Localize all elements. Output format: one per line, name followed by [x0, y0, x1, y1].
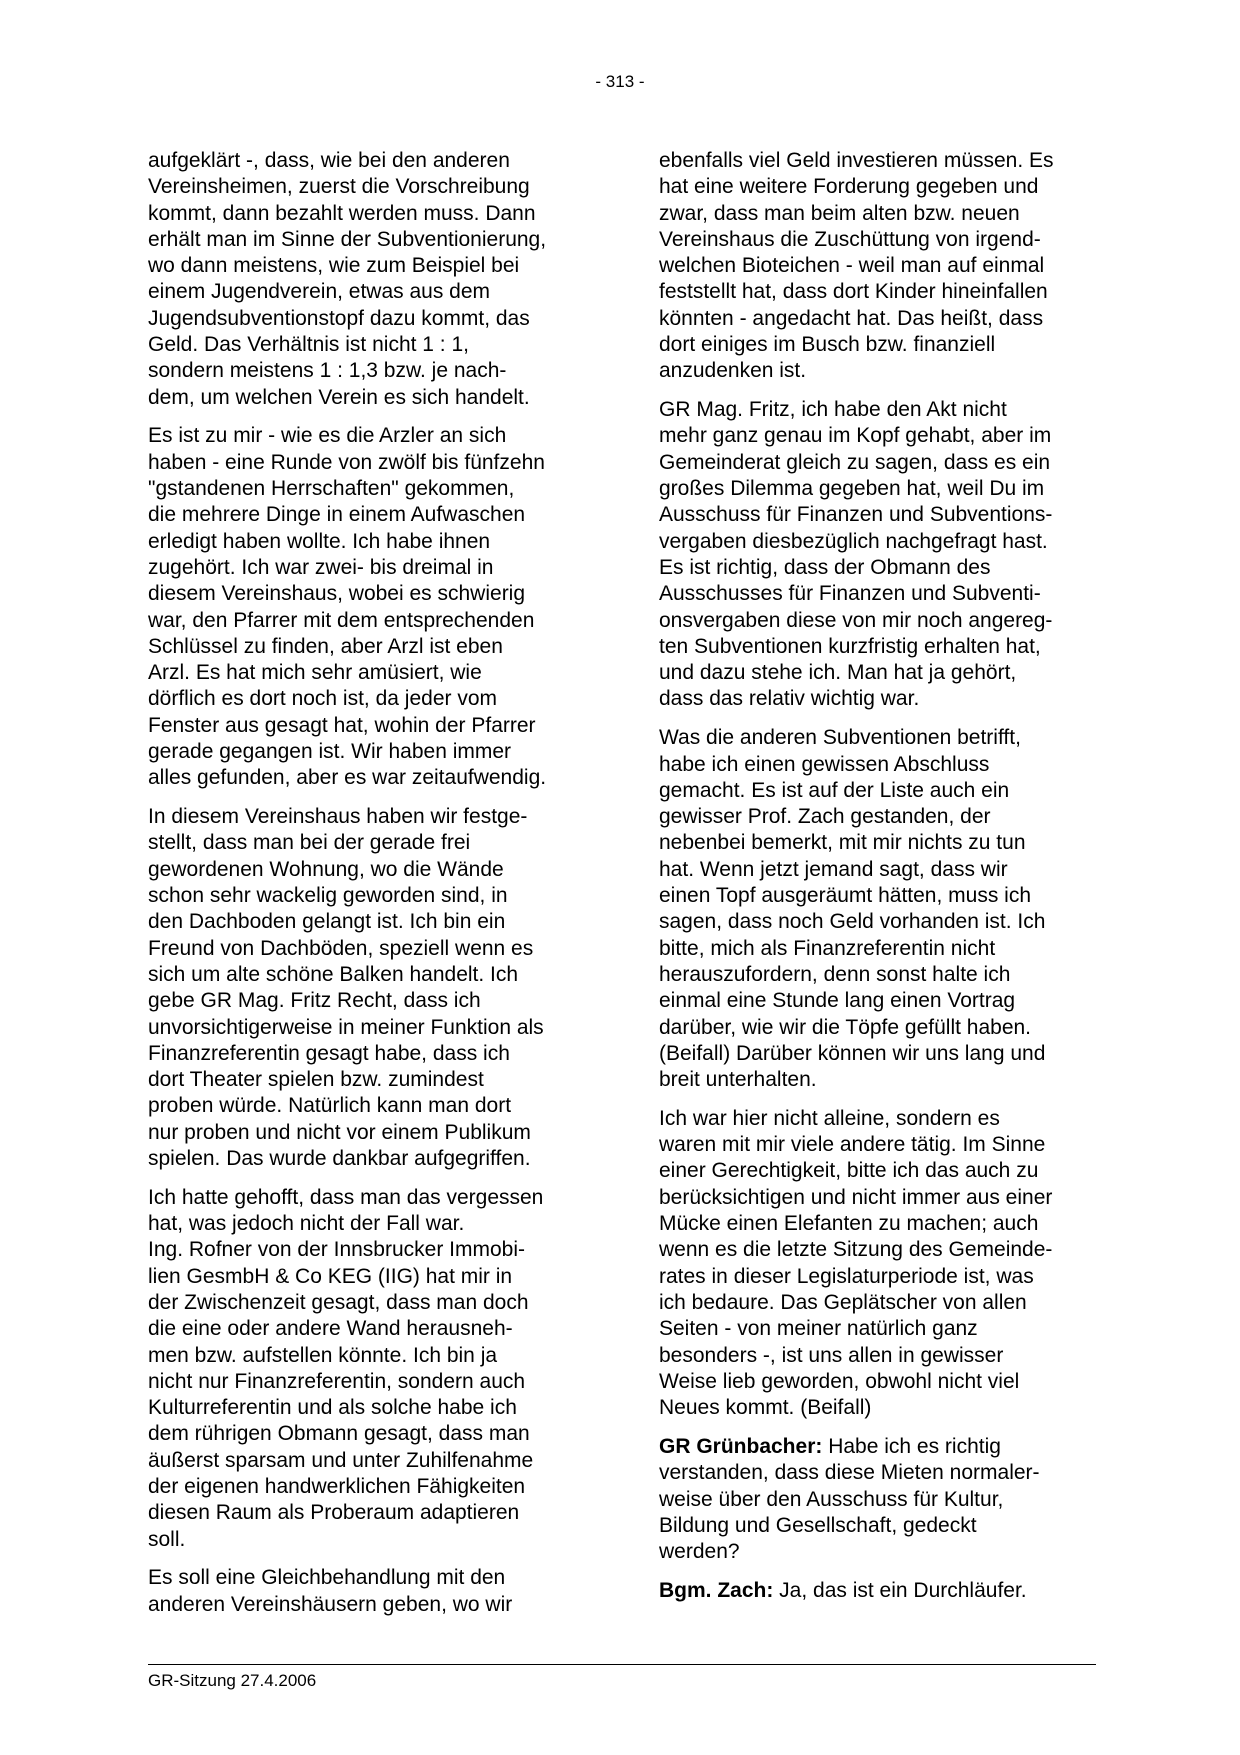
paragraph: Es ist zu mir - wie es die Arzler an sich haben - eine Runde von zwölf bis fünfzehn "gstandenen Herrschaften" gekommen, die mehrere Dinge in einem Aufwaschen erledigt haben wollte. Ich habe ihnen zugehört. Ich war zwei- bis dreimal in diesem Vereinshaus, wobei es schwierig war, den Pfarrer mit dem entsprechenden Schlüssel zu finden, aber Arzl ist eben Arzl. Es hat mich sehr amüsiert, wie dörflich es dort noch ist, da jeder vom Fenster aus gesagt hat, wohin der Pfarrer gerade gegangen ist. Wir haben immer alles gefunden, aber es war zeitaufwendig.	[148, 424, 547, 790]
right-column	[659, 148, 1097, 1617]
paragraph: Ich war hier nicht alleine, sondern es waren mit mir viele andere tätig. Im Sinne einer Gerechtigkeit, bitte ich das auch zu berücksichtigen und nicht immer aus einer Mücke einen Elefanten zu machen; auch wenn es die letzte Sitzung des Gemeinde- rates in dieser Legislaturperiode ist, was ich bedaure. Das Geplätscher von allen Seiten - von meiner natürlich ganz besonders -, ist uns allen in gewisser Weise lieb geworden, obwohl nicht viel Neues kommt. (Beifall)	[659, 1106, 1053, 1420]
speaker-name: GR Grünbacher:	[659, 1434, 823, 1458]
footer-text: GR-Sitzung 27.4.2006	[148, 1671, 317, 1690]
page-number: - 313 -	[595, 72, 645, 91]
footer-divider	[148, 1664, 1096, 1665]
speaker-paragraph	[659, 1434, 1097, 1565]
paragraph: GR Mag. Fritz, ich habe den Akt nicht mehr ganz genau im Kopf gehabt, aber im Gemeinderat gleich zu sagen, dass es ein großes Dilemma gegeben hat, weil Du im Ausschuss für Finanzen und Subventions- vergaben diesbezüglich nachgefragt hast. Es ist richtig, dass der Obmann des Ausschusses für Finanzen und Subventi- onsvergaben diese von mir noch angereg- ten Subventionen kurzfristig erhalten hat, und dazu stehe ich. Man hat ja gehört, dass das relativ wichtig war.	[659, 398, 1053, 711]
paragraph: Ich hatte gehofft, dass man das vergessen hat, was jedoch nicht der Fall war. Ing. Rofner von der Innsbrucker Immobi- lien GesmbH & Co KEG (IIG) hat mir in der Zwischenzeit gesagt, dass man doch die eine oder andere Wand herausneh- men bzw. aufstellen könnte. Ich bin ja nicht nur Finanzreferentin, sondern auch Kulturreferentin und als solche habe ich dem rührigen Obmann gesagt, dass man äußerst sparsam und unter Zuhilfenahme der eigenen handwerklichen Fähigkeiten diesen Raum als Proberaum adaptieren soll.	[148, 1185, 544, 1551]
paragraph: aufgeklärt -, dass, wie bei den anderen Vereinsheimen, zuerst die Vorschreibung kommt, dann bezahlt werden muss. Dann erhält man im Sinne der Subventionierung, wo dann meistens, wie zum Beispiel bei einem Jugendverein, etwas aus dem Jugendsubventionstopf dazu kommt, das Geld. Das Verhältnis ist nicht 1 : 1, sondern meistens 1 : 1,3 bzw. je nach- dem, um welchen Verein es sich handelt.	[148, 149, 547, 409]
speaker-paragraph	[659, 1578, 1097, 1604]
paragraph: ebenfalls viel Geld investieren müssen. Es hat eine weitere Forderung gegeben und zwar, dass man beim alten bzw. neuen Vereinshaus die Zuschüttung von irgend- welchen Bioteichen - weil man auf einmal feststellt hat, dass dort Kinder hineinfallen könnten - angedacht hat. Das heißt, dass dort einiges im Busch bzw. finanziell anzudenken ist.	[659, 149, 1054, 383]
paragraph: In diesem Vereinshaus haben wir festge- stellt, dass man bei der gerade frei gewordenen Wohnung, wo die Wände schon sehr wackelig geworden sind, in den Dachboden gelangt ist. Ich bin ein Freund von Dachböden, speziell wenn es sich um alte schöne Balken handelt. Ich gebe GR Mag. Fritz Recht, dass ich unvorsichtigerweise in meiner Funktion als Finanzreferentin gesagt habe, dass ich dort Theater spielen bzw. zumindest proben würde. Natürlich kann man dort nur proben und nicht vor einem Publikum spielen. Das wurde dankbar aufgegriffen.	[148, 805, 544, 1170]
paragraph: Was die anderen Subventionen betrifft, habe ich einen gewissen Abschluss gemacht. Es ist auf der Liste auch ein gewisser Prof. Zach gestanden, der nebenbei bemerkt, mit mir nichts zu tun hat. Wenn jetzt jemand sagt, dass wir einen Topf ausgeräumt hätten, muss ich sagen, dass noch Geld vorhanden ist. Ich bitte, mich als Finanzreferentin nicht herauszufordern, denn sonst halte ich einmal eine Stunde lang einen Vortrag darüber, wie wir die Töpfe gefüllt haben. (Beifall) Darüber können wir uns lang und breit unterhalten.	[659, 726, 1046, 1092]
paragraph: Es soll eine Gleichbehandlung mit den anderen Vereinshäusern geben, wo wir	[148, 1566, 513, 1616]
left-column	[148, 148, 586, 1631]
speaker-text: Habe ich es richtig verstanden, dass diese Mieten normaler- weise über den Ausschuss für Kultur, Bildung und Gesellschaft, gedeckt werden?	[659, 1434, 1040, 1564]
speaker-text: Ja, das ist ein Durchläufer.	[773, 1578, 1027, 1602]
speaker-name: Bgm. Zach:	[659, 1578, 774, 1602]
